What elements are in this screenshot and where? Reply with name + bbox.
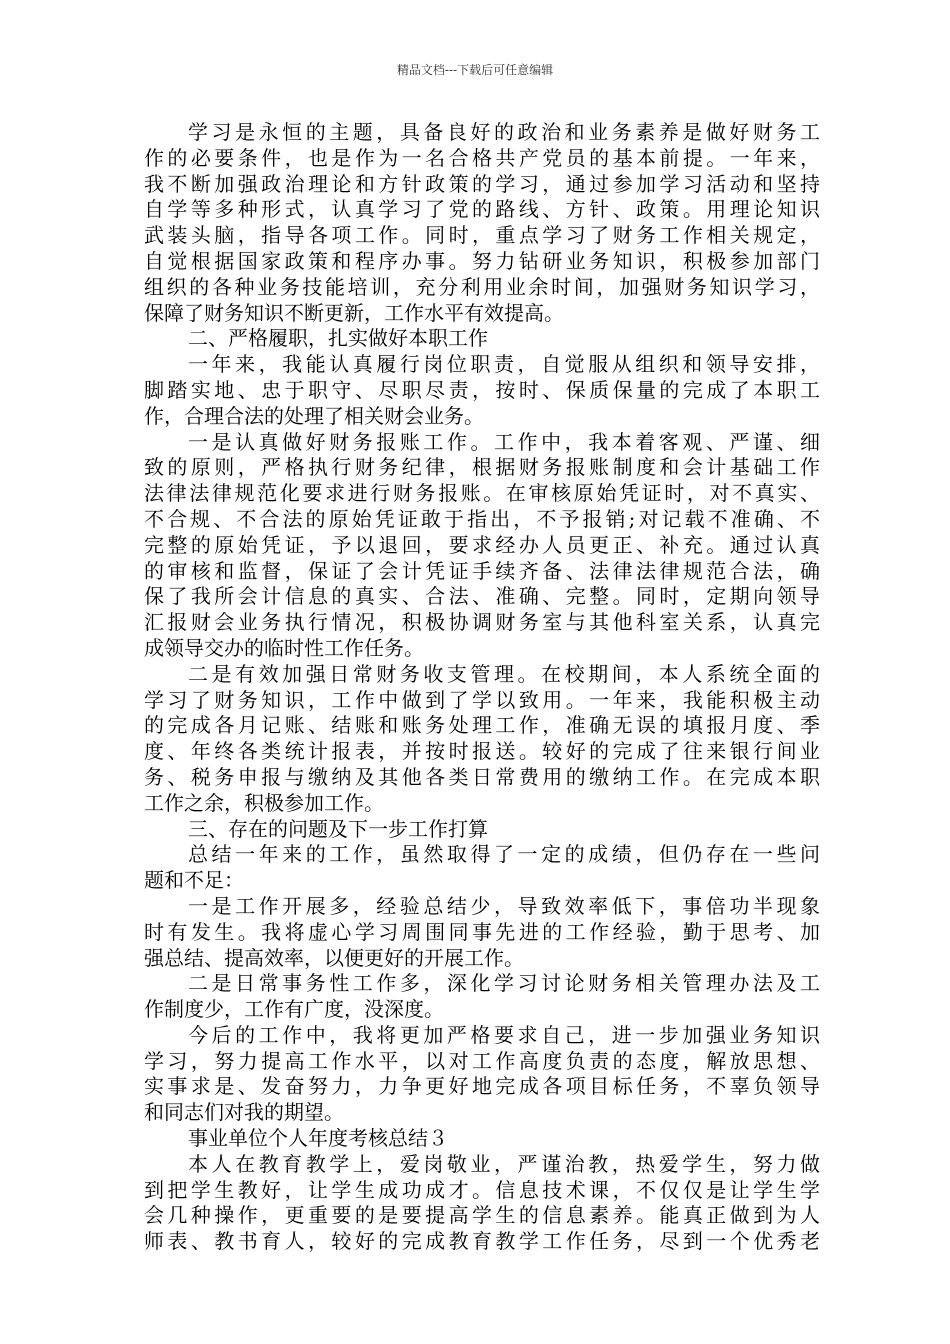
text-line: 会几种操作，更重要的是要提高学生的信息素养。能真正做到为人 [144, 1203, 820, 1228]
text-line: 作的必要条件，也是作为一名合格共产党员的基本前提。一年来， [144, 145, 820, 170]
paragraph [144, 971, 820, 1023]
text-line: 脚踏实地、忠于职守、尽职尽责，按时、保质保量的完成了本职工 [144, 377, 820, 402]
text-line: 一是认真做好财务报账工作。工作中，我本着客观、严谨、细 [188, 429, 820, 454]
text-line: 工作之余，积极参加工作。 [144, 790, 384, 815]
paragraph [144, 842, 820, 894]
text-line: 不合规、不合法的原始凭证敢于指出，不予报销;对记载不准确、不 [144, 506, 820, 531]
text-line: 保了我所会计信息的真实、合法、准确、完整。同时，定期向领导 [144, 584, 820, 609]
text-line: 的完成各月记账、结账和账务处理工作，准确无误的填报月度、季 [144, 713, 820, 738]
text-line: 二是有效加强日常财务收支管理。在校期间，本人系统全面的 [188, 661, 820, 686]
text-line: 二是日常事务性工作多，深化学习讨论财务相关管理办法及工 [188, 971, 820, 996]
page-header: 精品文档---下载后可任意编辑 [396, 63, 554, 77]
text-line: 二、严格履职，扎实做好本职工作 [188, 326, 488, 351]
paragraph [144, 662, 820, 817]
paragraph [144, 352, 820, 429]
text-line: 总结一年来的工作，虽然取得了一定的成绩，但仍存在一些问 [188, 842, 820, 867]
text-line: 一年来，我能认真履行岗位职责，自觉服从组织和领导安排， [188, 352, 820, 377]
text-line: 学习，努力提高工作水平，以对工作高度负责的态度，解放思想、 [144, 1048, 820, 1073]
text-line: 和同志们对我的期望。 [144, 1100, 344, 1125]
paragraph [144, 1152, 820, 1255]
text-line: 一是工作开展多，经验总结少，导致效率低下，事倍功半现象 [188, 893, 820, 918]
text-line: 今后的工作中，我将更加严格要求自己，进一步加强业务知识 [188, 1022, 820, 1047]
text-line: 保障了财务知识不断更新，工作水平有效提高。 [144, 300, 564, 325]
text-line: 实事求是、发奋努力，力争更好地完成各项目标任务，不辜负领导 [144, 1074, 820, 1099]
text-line: 法律法律规范化要求进行财务报账。在审核原始凭证时，对不真实、 [144, 481, 820, 506]
document-body [144, 120, 820, 1255]
text-line: 务、税务申报与缴纳及其他各类日常费用的缴纳工作。在完成本职 [144, 764, 820, 789]
text-line: 致的原则，严格执行财务纪律，根据财务报账制度和会计基础工作 [144, 455, 820, 480]
paragraph [144, 120, 820, 326]
text-line: 学习是永恒的主题，具备良好的政治和业务素养是做好财务工 [188, 120, 820, 144]
text-line: 度、年终各类统计报表，并按时报送。较好的完成了往来银行间业 [144, 739, 820, 764]
paragraph [144, 1023, 820, 1126]
text-line: 三、存在的问题及下一步工作打算 [188, 816, 488, 841]
text-line: 学习了财务知识，工作中做到了学以致用。一年来，我能积极主动 [144, 687, 820, 712]
text-line: 我不断加强政治理论和方针政策的学习，通过参加学习活动和坚持 [144, 171, 820, 196]
text-line: 作制度少，工作有广度，没深度。 [144, 997, 444, 1022]
text-line: 强总结、提高效率，以便更好的开展工作。 [144, 945, 524, 970]
text-line: 事业单位个人年度考核总结３ [188, 1126, 448, 1151]
text-line: 武装头脑，指导各项工作。同时，重点学习了财务工作相关规定， [144, 223, 820, 248]
text-line: 自觉根据国家政策和程序办事。努力钻研业务知识，积极参加部门 [144, 248, 820, 273]
paragraph [144, 326, 820, 352]
paragraph [144, 817, 820, 843]
text-line: 本人在教育教学上，爱岗敬业，严谨治教，热爱学生，努力做 [188, 1151, 820, 1176]
text-line: 汇报财会业务执行情况，积极协调财务室与其他科室关系，认真完 [144, 610, 820, 635]
text-line: 的审核和监督，保证了会计凭证手续齐备、法律法律规范合法，确 [144, 558, 820, 583]
text-line: 题和不足： [144, 868, 244, 893]
paragraph [144, 430, 820, 662]
text-line: 组织的各种业务技能培训，充分利用业余时间，加强财务知识学习， [144, 274, 820, 299]
paragraph [144, 894, 820, 971]
text-line: 师表、教书育人，较好的完成教育教学工作任务，尽到一个优秀老 [144, 1229, 820, 1254]
text-line: 完整的原始凭证，予以退回，要求经办人员更正、补充。通过认真 [144, 532, 820, 557]
text-line: 作，合理合法的处理了相关财会业务。 [144, 403, 484, 428]
paragraph [144, 1126, 820, 1152]
text-line: 自学等多种形式，认真学习了党的路线、方针、政策。用理论知识 [144, 197, 820, 222]
text-line: 成领导交办的临时性工作任务。 [144, 635, 424, 660]
text-line: 时有发生。我将虚心学习周围同事先进的工作经验，勤于思考、加 [144, 919, 820, 944]
text-line: 到把学生教好，让学生成功成才。信息技术课，不仅仅是让学生学 [144, 1177, 820, 1202]
